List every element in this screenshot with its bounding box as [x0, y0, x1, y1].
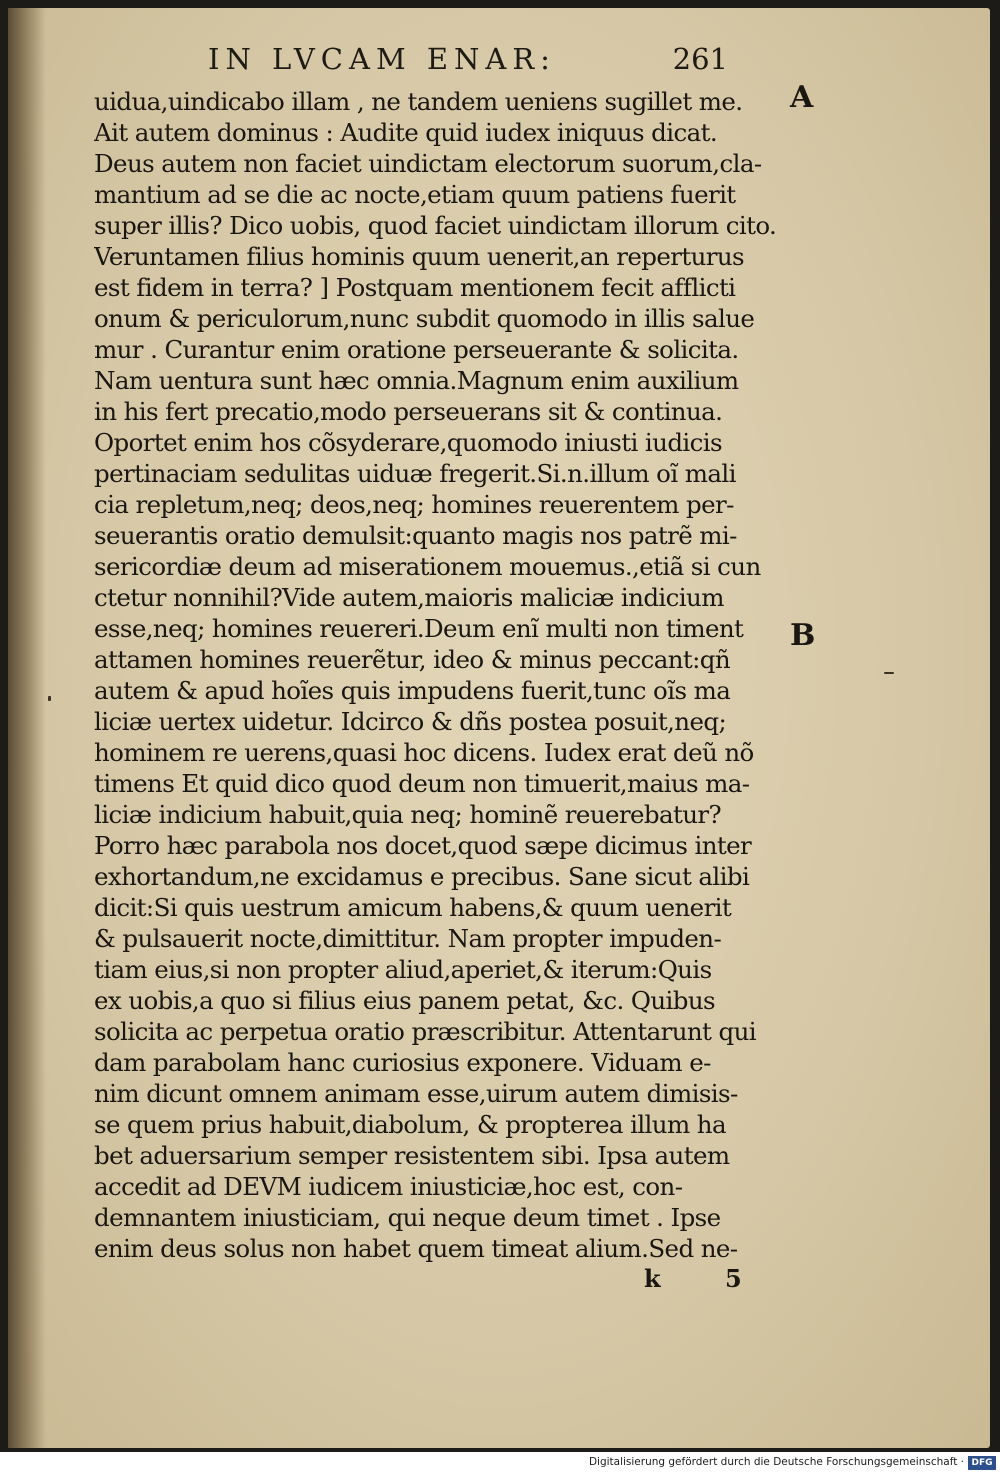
dfg-logo: DFG [968, 1456, 996, 1470]
book-page [8, 8, 990, 1448]
text-line: Oportet enim hos cõsyderare,quomodo iniusti iudicis [94, 428, 722, 457]
running-head: IN LVCAM ENAR: [208, 42, 556, 76]
text-line: solicita ac perpetua oratio præscribitur. Attentarunt qui [94, 1017, 756, 1046]
text-line: tiam eius,si non propter aliud,aperiet,& iterum:Quis [94, 955, 712, 984]
text-line: pertinaciam sedulitas uiduæ fregerit.Si.n.illum oĩ mali [94, 459, 736, 488]
text-line: sericordiæ deum ad miserationem mouemus.,etiã si cun [94, 552, 761, 581]
text-line: timens Et quid dico quod deum non timuerit,maius ma- [94, 769, 750, 798]
text-line: uidua,uindicabo illam , ne tandem ueniens sugillet me. [94, 87, 743, 116]
text-line: attamen homines reuerẽtur, ideo & minus peccant:qñ [94, 645, 731, 674]
text-line: Veruntamen filius hominis quum uenerit,an reperturus [94, 242, 745, 271]
text-line: ex uobis,a quo si filius eius panem petat, &c. Quibus [94, 986, 715, 1015]
page-gutter-shadow [8, 8, 46, 1448]
text-line: mantium ad se die ac nocte,etiam quum patiens fuerit [94, 180, 736, 209]
text-line: exhortandum,ne excidamus e precibus. Sane sicut alibi [94, 862, 750, 891]
text-line: est fidem in terra? ] Postquam mentionem fecit afflicti [94, 273, 736, 302]
margin-letter-b: B [790, 618, 816, 653]
text-line: liciæ indicium habuit,quia neq; hominẽ reuerebatur? [94, 800, 722, 829]
text-line: demnantem iniusticiam, qui neque deum timet . Ipse [94, 1203, 721, 1232]
text-line: dicit:Si quis uestrum amicum habens,& quum uenerit [94, 893, 732, 922]
text-line: liciæ uertex uidetur. Idcirco & dñs postea posuit,neq; [94, 707, 727, 736]
signature-mark: k 5 [644, 1264, 770, 1293]
page-number: 261 [672, 42, 728, 76]
text-line: hominem re uerens,quasi hoc dicens. Iudex erat deũ nõ [94, 738, 754, 767]
text-line: mur . Curantur enim oratione perseuerante & solicita. [94, 335, 739, 364]
text-line: Porro hæc parabola nos docet,quod sæpe dicimus inter [94, 831, 752, 860]
text-line: enim deus solus non habet quem timeat alium.Sed ne- [94, 1234, 738, 1263]
text-line: nim dicunt omnem animam esse,uirum autem dimisis- [94, 1079, 738, 1108]
text-line: se quem prius habuit,diabolum, & propterea illum ha [94, 1110, 726, 1139]
body-text [94, 86, 794, 1264]
text-line: cia repletum,neq; deos,neq; homines reuerentem per- [94, 490, 734, 519]
text-line: seuerantis oratio demulsit:quanto magis nos patrẽ mi- [94, 521, 737, 550]
text-line: bet aduersarium semper resistentem sibi. Ipsa autem [94, 1141, 730, 1170]
text-line: in his fert precatio,modo perseuerans sit & continua. [94, 397, 723, 426]
text-line: & pulsauerit nocte,dimittitur. Nam propter impuden- [94, 924, 722, 953]
ink-speck [884, 672, 894, 674]
ink-speck [48, 696, 51, 701]
text-line: ctetur nonnihil?Vide autem,maioris maliciæ indicium [94, 583, 724, 612]
text-line: onum & periculorum,nunc subdit quomodo in illis salue [94, 304, 755, 333]
margin-letter-a: A [790, 80, 814, 115]
text-line: Nam uentura sunt hæc omnia.Magnum enim auxilium [94, 366, 739, 395]
text-line: autem & apud hoĩes quis impudens fuerit,tunc oĩs ma [94, 676, 731, 705]
credit-bar [0, 1452, 1000, 1474]
text-line: accedit ad DEVM iudicem iniusticiæ,hoc est, con- [94, 1172, 683, 1201]
text-line: Ait autem dominus : Audite quid iudex iniquus dicat. [94, 118, 718, 147]
text-line: dam parabolam hanc curiosius exponere. Viduam e- [94, 1048, 711, 1077]
text-line: Deus autem non faciet uindictam electorum suorum,cla- [94, 149, 762, 178]
funding-credit: Digitalisierung gefördert durch die Deutsche Forschungsgemeinschaft · [588, 1456, 964, 1468]
text-line: super illis? Dico uobis, quod faciet uindictam illorum cito. [94, 211, 777, 240]
text-line: esse,neq; homines reuereri.Deum enĩ multi non timent [94, 614, 744, 643]
page-header [208, 42, 728, 82]
